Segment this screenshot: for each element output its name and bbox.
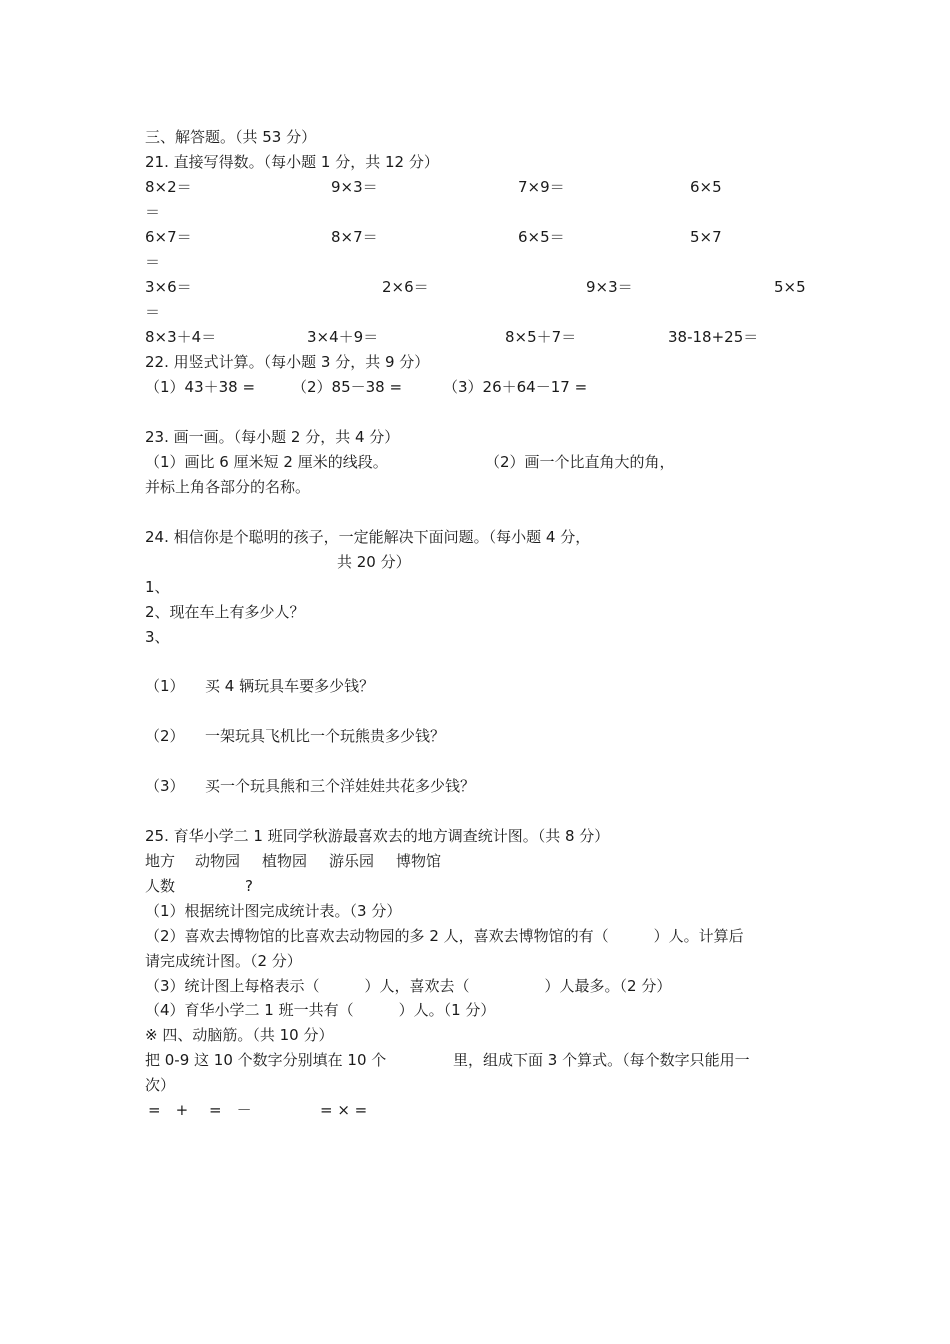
q21-item: 6×5	[690, 178, 722, 196]
q23-item: （1）画比 6 厘米短 2 厘米的线段。	[145, 453, 388, 471]
q25-sub-question: （3）统计图上每格表示（ ）人，喜欢去（ ）人最多。（2 分）	[145, 977, 672, 995]
equation: = × =	[320, 1101, 368, 1119]
q24-sub-number: （2）	[145, 727, 185, 745]
q24-title-cont: 共 20 分）	[337, 553, 411, 571]
q21-item: 9×3＝	[331, 178, 378, 196]
q21-item-cont: ＝	[145, 203, 161, 221]
q21-item: 2×6＝	[382, 278, 429, 296]
q21-item: 8×7＝	[331, 228, 378, 246]
q24-sub-number: （3）	[145, 777, 185, 795]
q23-title: 23. 画一画。（每小题 2 分，共 4 分）	[145, 428, 400, 446]
q21-item: 8×5＋7＝	[505, 328, 577, 346]
q21-item-cont: ＝	[145, 303, 161, 321]
q24-sub-text: 买一个玩具熊和三个洋娃娃共花多少钱？	[205, 777, 476, 795]
q25-table-row-value: ?	[245, 877, 253, 895]
q25-table-header: 游乐园	[329, 852, 375, 870]
q25-sub-question-cont: 请完成统计图。（2 分）	[145, 952, 302, 970]
q22-item: （2）85－38 =	[292, 378, 403, 396]
q25-title: 25. 育华小学二 1 班同学秋游最喜欢去的地方调查统计图。（共 8 分）	[145, 827, 610, 845]
q21-item: 7×9＝	[518, 178, 565, 196]
q21-item: 5×5	[774, 278, 806, 296]
q24-problem: 2、现在车上有多少人？	[145, 603, 305, 621]
q24-sub-number: （1）	[145, 677, 185, 695]
section4-instruction: 把 0-9 这 10 个数字分别填在 10 个	[145, 1051, 387, 1069]
q24-problem: 1、	[145, 578, 170, 596]
q21-item: 5×7	[690, 228, 722, 246]
q21-title: 21. 直接写得数。（每小题 1 分，共 12 分）	[145, 153, 439, 171]
q25-table-header: 植物园	[262, 852, 308, 870]
q21-item-cont: ＝	[145, 253, 161, 271]
section4-instruction-cont: 次）	[145, 1076, 176, 1094]
q21-item: 3×6＝	[145, 278, 192, 296]
section4-instruction: 里，组成下面 3 个算式。（每个数字只能用一	[453, 1051, 750, 1069]
q25-sub-question: （4）育华小学二 1 班一共有（ ）人。（1 分）	[145, 1001, 496, 1019]
q22-item: （3）26＋64－17 =	[443, 378, 588, 396]
q24-sub-text: 一架玩具飞机比一个玩熊贵多少钱？	[205, 727, 446, 745]
q21-item: 8×3＋4＝	[145, 328, 217, 346]
q25-table-header: 动物园	[195, 852, 241, 870]
equation: = －	[209, 1101, 252, 1119]
q24-sub-text: 买 4 辆玩具车要多少钱？	[205, 677, 375, 695]
section4-heading: ※ 四、动脑筋。（共 10 分）	[145, 1026, 334, 1044]
q21-item: 38-18+25＝	[668, 328, 759, 346]
q21-item: 6×7＝	[145, 228, 192, 246]
q25-table-header: 博物馆	[396, 852, 442, 870]
q25-sub-question: （2）喜欢去博物馆的比喜欢去动物园的多 2 人，喜欢去博物馆的有（ ）人。计算后	[145, 927, 744, 945]
equation: = +	[148, 1101, 189, 1119]
q25-table-header: 地方	[145, 852, 176, 870]
q25-table-row-label: 人数	[145, 877, 176, 895]
q25-sub-question: （1）根据统计图完成统计表。（3 分）	[145, 902, 402, 920]
q23-item: （2）画一个比直角大的角，	[485, 453, 675, 471]
q21-item: 6×5＝	[518, 228, 565, 246]
q22-title: 22. 用竖式计算。（每小题 3 分，共 9 分）	[145, 353, 430, 371]
q23-item-cont: 并标上角各部分的名称。	[145, 478, 311, 496]
q21-item: 3×4＋9＝	[307, 328, 379, 346]
q22-item: （1）43＋38 =	[145, 378, 256, 396]
q21-item: 8×2＝	[145, 178, 192, 196]
section3-heading: 三、解答题。（共 53 分）	[145, 128, 317, 146]
q21-item: 9×3＝	[586, 278, 633, 296]
q24-problem: 3、	[145, 628, 170, 646]
q24-title: 24. 相信你是个聪明的孩子，一定能解决下面问题。（每小题 4 分，	[145, 528, 591, 546]
